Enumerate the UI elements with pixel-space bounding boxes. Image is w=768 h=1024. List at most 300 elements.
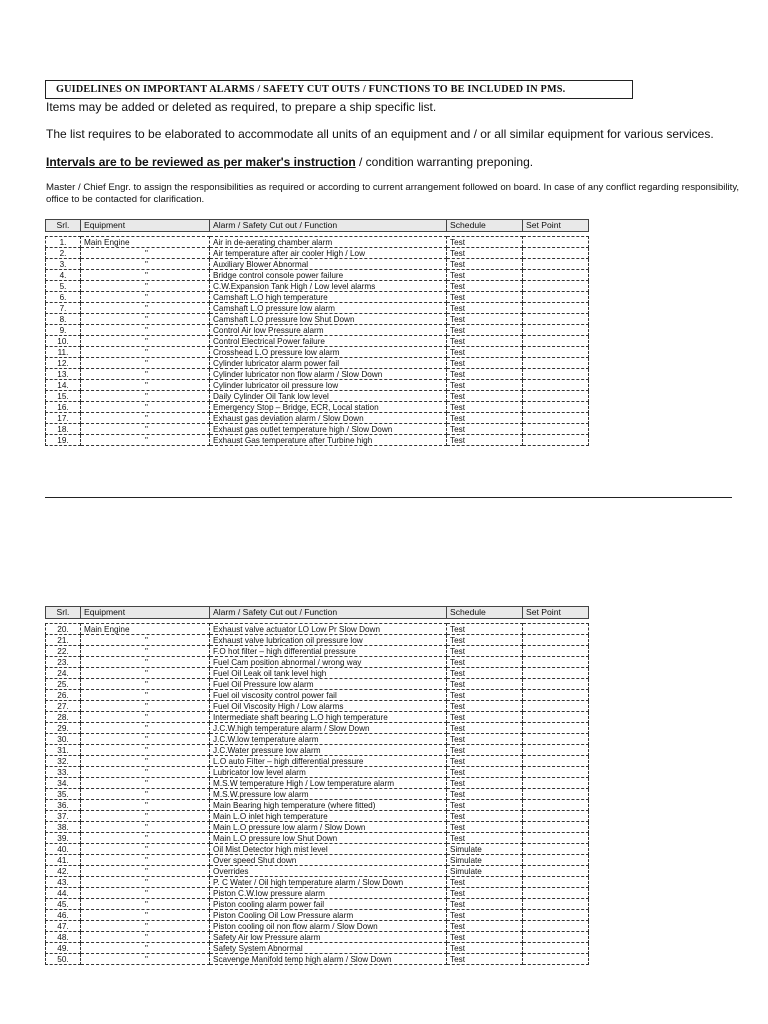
alarms-table-1 [45, 219, 589, 446]
table-row [46, 424, 589, 435]
schedule-cell: Test [447, 954, 523, 965]
set-point-cell [523, 281, 589, 292]
function-cell: Daily Cylinder Oil Tank low level [210, 391, 447, 402]
function-cell: Emergency Stop – Bridge, ECR, Local station [210, 402, 447, 413]
function-cell: Crosshead L.O pressure low alarm [210, 347, 447, 358]
table-row [46, 679, 589, 690]
table-row [46, 855, 589, 866]
srl-cell: 31. [46, 745, 81, 756]
function-cell: Control Electrical Power failure [210, 336, 447, 347]
schedule-cell: Test [447, 325, 523, 336]
srl-cell: 3. [46, 259, 81, 270]
set-point-cell [523, 943, 589, 954]
srl-cell: 10. [46, 336, 81, 347]
srl-cell: 11. [46, 347, 81, 358]
function-cell: Lubricator low level alarm [210, 767, 447, 778]
equipment-cell: " [81, 844, 210, 855]
schedule-cell: Test [447, 435, 523, 446]
function-cell: Piston cooling alarm power fail [210, 899, 447, 910]
schedule-cell: Test [447, 380, 523, 391]
table-row [46, 325, 589, 336]
function-cell: J.C.W.high temperature alarm / Slow Down [210, 723, 447, 734]
equipment-cell: " [81, 877, 210, 888]
page-divider [45, 497, 732, 498]
schedule-cell: Test [447, 712, 523, 723]
table-row [46, 800, 589, 811]
function-cell: Exhaust valve lubrication oil pressure low [210, 635, 447, 646]
function-cell: J.C.W.low temperature alarm [210, 734, 447, 745]
set-point-cell [523, 723, 589, 734]
srl-cell: 22. [46, 646, 81, 657]
table-row [46, 921, 589, 932]
table-row [46, 270, 589, 281]
equipment-cell: " [81, 943, 210, 954]
set-point-cell [523, 767, 589, 778]
table-row [46, 657, 589, 668]
srl-cell: 9. [46, 325, 81, 336]
schedule-cell: Test [447, 822, 523, 833]
set-point-cell [523, 369, 589, 380]
table-row [46, 635, 589, 646]
srl-cell: 44. [46, 888, 81, 899]
set-point-cell [523, 712, 589, 723]
srl-cell: 1. [46, 237, 81, 248]
srl-cell: 42. [46, 866, 81, 877]
srl-cell: 12. [46, 358, 81, 369]
srl-cell: 41. [46, 855, 81, 866]
schedule-cell: Test [447, 910, 523, 921]
set-point-cell [523, 413, 589, 424]
srl-cell: 37. [46, 811, 81, 822]
srl-cell: 16. [46, 402, 81, 413]
table-row [46, 358, 589, 369]
function-cell: L.O auto Filter – high differential pressure [210, 756, 447, 767]
srl-cell: 20. [46, 624, 81, 635]
intro-line-responsibility: Master / Chief Engr. to assign the responsibilities as required or according to current arrangement followed on board. In case of any conflict regarding responsibility, office to be contacted for clarification. [46, 182, 740, 205]
srl-cell: 8. [46, 314, 81, 325]
document-title: GUIDELINES ON IMPORTANT ALARMS / SAFETY CUT OUTS / FUNCTIONS TO BE INCLUDED IN PMS. [45, 80, 633, 99]
table-1-body [46, 220, 589, 446]
schedule-cell: Test [447, 789, 523, 800]
set-point-cell [523, 292, 589, 303]
srl-cell: 35. [46, 789, 81, 800]
equipment-cell: " [81, 369, 210, 380]
srl-cell: 33. [46, 767, 81, 778]
function-cell: Exhaust gas outlet temperature high / Slow Down [210, 424, 447, 435]
function-cell: Over speed Shut down [210, 855, 447, 866]
equipment-cell: " [81, 778, 210, 789]
table-row [46, 259, 589, 270]
intro-line-intervals [46, 155, 533, 169]
set-point-cell [523, 822, 589, 833]
function-cell: Fuel Oil Leak oil tank level high [210, 668, 447, 679]
equipment-cell: " [81, 855, 210, 866]
schedule-cell: Test [447, 690, 523, 701]
set-point-cell [523, 701, 589, 712]
table-row [46, 391, 589, 402]
schedule-cell: Test [447, 292, 523, 303]
set-point-cell [523, 347, 589, 358]
set-point-cell [523, 888, 589, 899]
table-row [46, 646, 589, 657]
function-cell: M.S.W temperature High / Low temperature alarm [210, 778, 447, 789]
set-point-cell [523, 778, 589, 789]
table-row [46, 248, 589, 259]
srl-cell: 46. [46, 910, 81, 921]
function-cell: P. C Water / Oil high temperature alarm / Slow Down [210, 877, 447, 888]
function-cell: Air in de-aerating chamber alarm [210, 237, 447, 248]
function-cell: Cylinder lubricator oil pressure low [210, 380, 447, 391]
schedule-cell: Test [447, 723, 523, 734]
schedule-cell: Test [447, 943, 523, 954]
table-header-row [46, 607, 589, 619]
header-schedule: Schedule [447, 607, 523, 619]
function-cell: Camshaft L.O pressure low alarm [210, 303, 447, 314]
table-row [46, 723, 589, 734]
srl-cell: 26. [46, 690, 81, 701]
srl-cell: 28. [46, 712, 81, 723]
srl-cell: 15. [46, 391, 81, 402]
set-point-cell [523, 910, 589, 921]
schedule-cell: Test [447, 248, 523, 259]
equipment-cell: " [81, 723, 210, 734]
intro-line-elaborate: The list requires to be elaborated to accommodate all units of an equipment and / or all similar equipment for various services. [46, 127, 714, 141]
table-row [46, 336, 589, 347]
function-cell: Exhaust valve actuator LO Low Pr Slow Down [210, 624, 447, 635]
set-point-cell [523, 800, 589, 811]
srl-cell: 17. [46, 413, 81, 424]
set-point-cell [523, 435, 589, 446]
equipment-cell: " [81, 657, 210, 668]
schedule-cell: Test [447, 767, 523, 778]
srl-cell: 32. [46, 756, 81, 767]
schedule-cell: Test [447, 270, 523, 281]
header-set-point: Set Point [523, 607, 589, 619]
schedule-cell: Test [447, 679, 523, 690]
srl-cell: 4. [46, 270, 81, 281]
equipment-cell: " [81, 380, 210, 391]
schedule-cell: Test [447, 303, 523, 314]
function-cell: Piston C.W.low pressure alarm [210, 888, 447, 899]
function-cell: Camshaft L.O pressure low Shut Down [210, 314, 447, 325]
schedule-cell: Test [447, 899, 523, 910]
set-point-cell [523, 833, 589, 844]
set-point-cell [523, 402, 589, 413]
header-equipment: Equipment [81, 220, 210, 232]
schedule-cell: Test [447, 424, 523, 435]
table-row [46, 789, 589, 800]
table-row [46, 314, 589, 325]
table-row [46, 734, 589, 745]
schedule-cell: Test [447, 778, 523, 789]
srl-cell: 48. [46, 932, 81, 943]
function-cell: Fuel oil viscosity control power fail [210, 690, 447, 701]
schedule-cell: Test [447, 336, 523, 347]
equipment-cell: " [81, 954, 210, 965]
table-row [46, 888, 589, 899]
table-row [46, 844, 589, 855]
table-row [46, 954, 589, 965]
equipment-cell: " [81, 281, 210, 292]
table-row [46, 910, 589, 921]
set-point-cell [523, 932, 589, 943]
table-row [46, 822, 589, 833]
srl-cell: 24. [46, 668, 81, 679]
set-point-cell [523, 657, 589, 668]
function-cell: J.C.Water pressure low alarm [210, 745, 447, 756]
set-point-cell [523, 248, 589, 259]
srl-cell: 21. [46, 635, 81, 646]
set-point-cell [523, 855, 589, 866]
srl-cell: 45. [46, 899, 81, 910]
table-row [46, 690, 589, 701]
equipment-cell: " [81, 899, 210, 910]
equipment-cell: " [81, 336, 210, 347]
function-cell: Control Air low Pressure alarm [210, 325, 447, 336]
function-cell: Cylinder lubricator non flow alarm / Slow Down [210, 369, 447, 380]
schedule-cell: Test [447, 888, 523, 899]
set-point-cell [523, 921, 589, 932]
equipment-cell: " [81, 811, 210, 822]
table-row [46, 745, 589, 756]
schedule-cell: Test [447, 413, 523, 424]
equipment-cell: " [81, 325, 210, 336]
equipment-cell: " [81, 413, 210, 424]
schedule-cell: Test [447, 624, 523, 635]
table-row [46, 943, 589, 954]
function-cell: F.O hot filter – high differential pressure [210, 646, 447, 657]
table-2-body [46, 607, 589, 965]
set-point-cell [523, 325, 589, 336]
schedule-cell: Test [447, 701, 523, 712]
function-cell: Overrides [210, 866, 447, 877]
set-point-cell [523, 679, 589, 690]
equipment-cell: " [81, 358, 210, 369]
table-row [46, 347, 589, 358]
table-row [46, 899, 589, 910]
schedule-cell: Test [447, 347, 523, 358]
set-point-cell [523, 844, 589, 855]
table-row [46, 833, 589, 844]
set-point-cell [523, 811, 589, 822]
schedule-cell: Test [447, 358, 523, 369]
srl-cell: 14. [46, 380, 81, 391]
schedule-cell: Test [447, 237, 523, 248]
set-point-cell [523, 424, 589, 435]
equipment-cell: " [81, 910, 210, 921]
function-cell: Bridge control console power failure [210, 270, 447, 281]
equipment-cell: " [81, 756, 210, 767]
srl-cell: 30. [46, 734, 81, 745]
table-row [46, 369, 589, 380]
function-cell: Camshaft L.O high temperature [210, 292, 447, 303]
function-cell: Exhaust Gas temperature after Turbine high [210, 435, 447, 446]
set-point-cell [523, 391, 589, 402]
set-point-cell [523, 237, 589, 248]
srl-cell: 50. [46, 954, 81, 965]
alarms-table-2 [45, 606, 589, 965]
equipment-cell: " [81, 888, 210, 899]
schedule-cell: Test [447, 811, 523, 822]
intervals-rest: / condition warranting preponing. [355, 155, 534, 169]
table-row [46, 668, 589, 679]
equipment-cell: " [81, 391, 210, 402]
set-point-cell [523, 646, 589, 657]
srl-cell: 13. [46, 369, 81, 380]
equipment-cell: " [81, 767, 210, 778]
function-cell: Safety System Abnormal [210, 943, 447, 954]
function-cell: Main L.O inlet high temperature [210, 811, 447, 822]
srl-cell: 27. [46, 701, 81, 712]
table-row [46, 292, 589, 303]
equipment-cell: " [81, 292, 210, 303]
table-row [46, 624, 589, 635]
schedule-cell: Simulate [447, 855, 523, 866]
equipment-cell: " [81, 347, 210, 358]
table-row [46, 866, 589, 877]
table-row [46, 380, 589, 391]
equipment-cell: " [81, 734, 210, 745]
srl-cell: 29. [46, 723, 81, 734]
srl-cell: 6. [46, 292, 81, 303]
srl-cell: 40. [46, 844, 81, 855]
schedule-cell: Simulate [447, 866, 523, 877]
set-point-cell [523, 690, 589, 701]
table-row [46, 932, 589, 943]
equipment-cell: " [81, 789, 210, 800]
set-point-cell [523, 789, 589, 800]
set-point-cell [523, 954, 589, 965]
schedule-cell: Test [447, 635, 523, 646]
equipment-cell: " [81, 668, 210, 679]
schedule-cell: Test [447, 259, 523, 270]
srl-cell: 39. [46, 833, 81, 844]
function-cell: Main Bearing high temperature (where fitted) [210, 800, 447, 811]
schedule-cell: Test [447, 369, 523, 380]
function-cell: Main L.O pressure low Shut Down [210, 833, 447, 844]
function-cell: Intermediate shaft bearing L.O high temperature [210, 712, 447, 723]
set-point-cell [523, 635, 589, 646]
equipment-cell: " [81, 932, 210, 943]
srl-cell: 2. [46, 248, 81, 259]
table-row [46, 435, 589, 446]
function-cell: Scavenge Manifold temp high alarm / Slow Down [210, 954, 447, 965]
schedule-cell: Test [447, 314, 523, 325]
schedule-cell: Test [447, 932, 523, 943]
schedule-cell: Test [447, 833, 523, 844]
schedule-cell: Test [447, 800, 523, 811]
srl-cell: 34. [46, 778, 81, 789]
intervals-emphasis: Intervals are to be reviewed as per maker's instruction [46, 155, 356, 169]
srl-cell: 19. [46, 435, 81, 446]
equipment-cell: Main Engine [81, 237, 210, 248]
equipment-cell: " [81, 435, 210, 446]
srl-cell: 43. [46, 877, 81, 888]
table-row [46, 701, 589, 712]
schedule-cell: Test [447, 402, 523, 413]
header-function: Alarm / Safety Cut out / Function [210, 607, 447, 619]
equipment-cell: " [81, 701, 210, 712]
equipment-cell: " [81, 690, 210, 701]
set-point-cell [523, 380, 589, 391]
equipment-cell: Main Engine [81, 624, 210, 635]
srl-cell: 36. [46, 800, 81, 811]
header-function: Alarm / Safety Cut out / Function [210, 220, 447, 232]
srl-cell: 25. [46, 679, 81, 690]
equipment-cell: " [81, 833, 210, 844]
header-set-point: Set Point [523, 220, 589, 232]
schedule-cell: Test [447, 756, 523, 767]
srl-cell: 5. [46, 281, 81, 292]
table-row [46, 402, 589, 413]
schedule-cell: Test [447, 657, 523, 668]
function-cell: Fuel Oil Pressure low alarm [210, 679, 447, 690]
schedule-cell: Test [447, 734, 523, 745]
table-row [46, 712, 589, 723]
table-row [46, 767, 589, 778]
table-row [46, 756, 589, 767]
equipment-cell: " [81, 679, 210, 690]
set-point-cell [523, 866, 589, 877]
function-cell: C.W.Expansion Tank High / Low level alarms [210, 281, 447, 292]
function-cell: Oil Mist Detector high mist level [210, 844, 447, 855]
table-row [46, 778, 589, 789]
equipment-cell: " [81, 270, 210, 281]
function-cell: Fuel Cam position abnormal / wrong way [210, 657, 447, 668]
srl-cell: 47. [46, 921, 81, 932]
set-point-cell [523, 303, 589, 314]
set-point-cell [523, 745, 589, 756]
intro-line-items: Items may be added or deleted as required, to prepare a ship specific list. [46, 100, 437, 114]
set-point-cell [523, 336, 589, 347]
equipment-cell: " [81, 303, 210, 314]
table-row [46, 237, 589, 248]
function-cell: Air temperature after air cooler High / Low [210, 248, 447, 259]
equipment-cell: " [81, 646, 210, 657]
header-srl: Srl. [46, 220, 81, 232]
set-point-cell [523, 314, 589, 325]
set-point-cell [523, 734, 589, 745]
equipment-cell: " [81, 800, 210, 811]
srl-cell: 7. [46, 303, 81, 314]
table-row [46, 877, 589, 888]
set-point-cell [523, 358, 589, 369]
function-cell: Cylinder lubricator alarm power fail [210, 358, 447, 369]
schedule-cell: Test [447, 921, 523, 932]
function-cell: Safety Air low Pressure alarm [210, 932, 447, 943]
set-point-cell [523, 756, 589, 767]
equipment-cell: " [81, 635, 210, 646]
equipment-cell: " [81, 712, 210, 723]
header-schedule: Schedule [447, 220, 523, 232]
schedule-cell: Test [447, 646, 523, 657]
function-cell: Piston Cooling Oil Low Pressure alarm [210, 910, 447, 921]
function-cell: Piston cooling oil non flow alarm / Slow Down [210, 921, 447, 932]
set-point-cell [523, 259, 589, 270]
schedule-cell: Test [447, 281, 523, 292]
table-row [46, 413, 589, 424]
header-equipment: Equipment [81, 607, 210, 619]
equipment-cell: " [81, 314, 210, 325]
function-cell: Auxiliary Blower Abnormal [210, 259, 447, 270]
srl-cell: 18. [46, 424, 81, 435]
function-cell: Main L.O pressure low alarm / Slow Down [210, 822, 447, 833]
equipment-cell: " [81, 745, 210, 756]
schedule-cell: Test [447, 391, 523, 402]
srl-cell: 23. [46, 657, 81, 668]
table-row [46, 303, 589, 314]
set-point-cell [523, 668, 589, 679]
